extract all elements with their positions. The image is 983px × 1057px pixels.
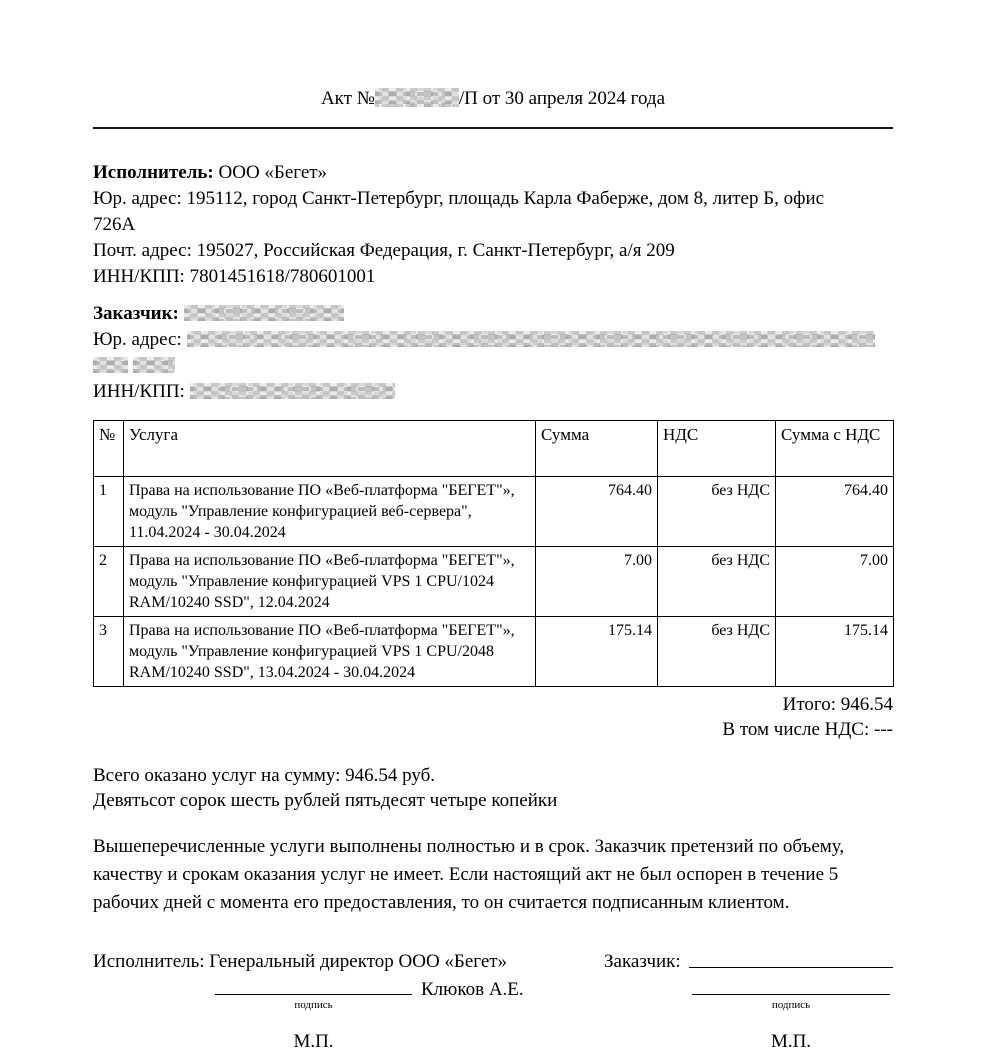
totals-section <box>93 692 893 742</box>
table-row <box>94 477 894 547</box>
customer-signature-line-row <box>604 974 893 998</box>
executor-signature-line-row <box>93 974 604 998</box>
executor-name: ООО «Бегет» <box>218 162 328 183</box>
terms-line-3: рабочих дней с момента его предоставления, то он считается подписанным клиентом. <box>93 892 790 913</box>
signatures-section <box>93 950 893 1053</box>
row-num: 1 <box>94 477 124 547</box>
document-content <box>93 88 893 1053</box>
row-amount: 764.40 <box>536 477 658 547</box>
customer-signature-title-row <box>604 950 893 974</box>
redacted-act-number <box>375 88 459 107</box>
row-amount-with-vat: 175.14 <box>776 617 894 687</box>
customer-stamp: М.П. <box>770 1031 812 1052</box>
row-amount-with-vat: 7.00 <box>776 547 894 617</box>
table-row <box>94 617 894 687</box>
services-table <box>93 420 894 687</box>
redacted-customer-address-cont-1 <box>93 357 128 373</box>
row-amount-with-vat: 764.40 <box>776 477 894 547</box>
customer-name-line <box>689 950 893 968</box>
col-header-service: Услуга <box>124 421 536 477</box>
terms-paragraph <box>93 833 893 917</box>
table-row <box>94 547 894 617</box>
col-header-num: № <box>94 421 124 477</box>
including-vat-line: В том числе НДС: --- <box>722 719 893 740</box>
customer-legal-address-line2 <box>93 353 893 379</box>
row-amount: 175.14 <box>536 617 658 687</box>
title-rule <box>93 127 893 129</box>
row-vat: без НДС <box>658 477 776 547</box>
title-suffix: /П от 30 апреля 2024 года <box>458 88 666 109</box>
col-header-amount: Сумма <box>536 421 658 477</box>
customer-label: Заказчик: <box>93 303 179 324</box>
row-vat: без НДС <box>658 547 776 617</box>
executor-legal-address-line1: Юр. адрес: 195112, город Санкт-Петербург, площадь Карла Фаберже, дом 8, литер Б, офис <box>93 188 825 209</box>
col-header-amount-with-vat: Сумма с НДС <box>776 421 894 477</box>
customer-signature-label: Заказчик: <box>604 951 681 972</box>
executor-inn-kpp: ИНН/КПП: 7801451618/780601001 <box>93 266 376 287</box>
customer-inn-kpp-line <box>93 379 893 405</box>
col-header-vat: НДС <box>658 421 776 477</box>
executor-name-line <box>93 160 893 186</box>
terms-line-1: Вышеперечисленные услуги выполнены полностью и в срок. Заказчик претензий по объему, <box>93 836 845 857</box>
customer-section <box>93 301 893 405</box>
row-amount: 7.00 <box>536 547 658 617</box>
customer-signature-block <box>604 950 893 1053</box>
summary-section <box>93 763 893 813</box>
redacted-customer-name <box>184 305 344 321</box>
row-service: Права на использование ПО «Веб-платформа "БЕГЕТ"», модуль "Управление конфигурацией VPS 1 CPU/2048 RAM/10240 SSD", 13.04.2024 - 30.04.2024 <box>124 617 536 687</box>
executor-signature-title: Исполнитель: Генеральный директор ООО «Бегет» <box>93 951 508 972</box>
customer-signature-caption: подпись <box>771 999 811 1011</box>
customer-inn-kpp-label: ИНН/КПП: <box>93 381 185 402</box>
redacted-customer-address <box>187 331 875 347</box>
customer-legal-address-label: Юр. адрес: <box>93 329 182 350</box>
executor-section <box>93 160 893 290</box>
title-prefix: Акт № <box>320 88 375 109</box>
executor-postal-address: Почт. адрес: 195027, Российская Федерация, г. Санкт-Петербург, а/я 209 <box>93 240 675 261</box>
row-service: Права на использование ПО «Веб-платформа "БЕГЕТ"», модуль "Управление конфигурацией VPS 1 CPU/1024 RAM/10240 SSD", 12.04.2024 <box>124 547 536 617</box>
executor-signature-block <box>93 950 604 1053</box>
row-vat: без НДС <box>658 617 776 687</box>
services-table-header-row <box>94 421 894 477</box>
customer-name-line <box>93 301 893 327</box>
redacted-customer-inn-kpp <box>190 383 395 399</box>
document-title <box>93 88 893 110</box>
summary-total-line: Всего оказано услуг на сумму: 946.54 руб. <box>93 765 436 786</box>
executor-signature-caption: подпись <box>294 999 333 1011</box>
customer-legal-address-line1 <box>93 327 893 353</box>
executor-legal-address-line2: 726А <box>93 214 136 235</box>
row-num: 2 <box>94 547 124 617</box>
executor-label: Исполнитель: <box>93 162 214 183</box>
summary-amount-in-words: Девятьсот сорок шесть рублей пятьдесят четыре копейки <box>93 790 558 811</box>
row-num: 3 <box>94 617 124 687</box>
customer-signature-line <box>692 974 890 995</box>
executor-signatory-name: Клюков А.Е. <box>421 979 524 1000</box>
terms-line-2: качеству и срокам оказания услуг не имеет. Если настоящий акт не был оспорен в течение 5 <box>93 864 839 885</box>
total-line: Итого: 946.54 <box>782 694 893 715</box>
executor-stamp: М.П. <box>293 1031 334 1052</box>
row-service: Права на использование ПО «Веб-платформа "БЕГЕТ"», модуль "Управление конфигурацией веб-сервера", 11.04.2024 - 30.04.2024 <box>124 477 536 547</box>
executor-signature-line <box>215 974 412 995</box>
redacted-customer-address-cont-2 <box>133 357 175 373</box>
